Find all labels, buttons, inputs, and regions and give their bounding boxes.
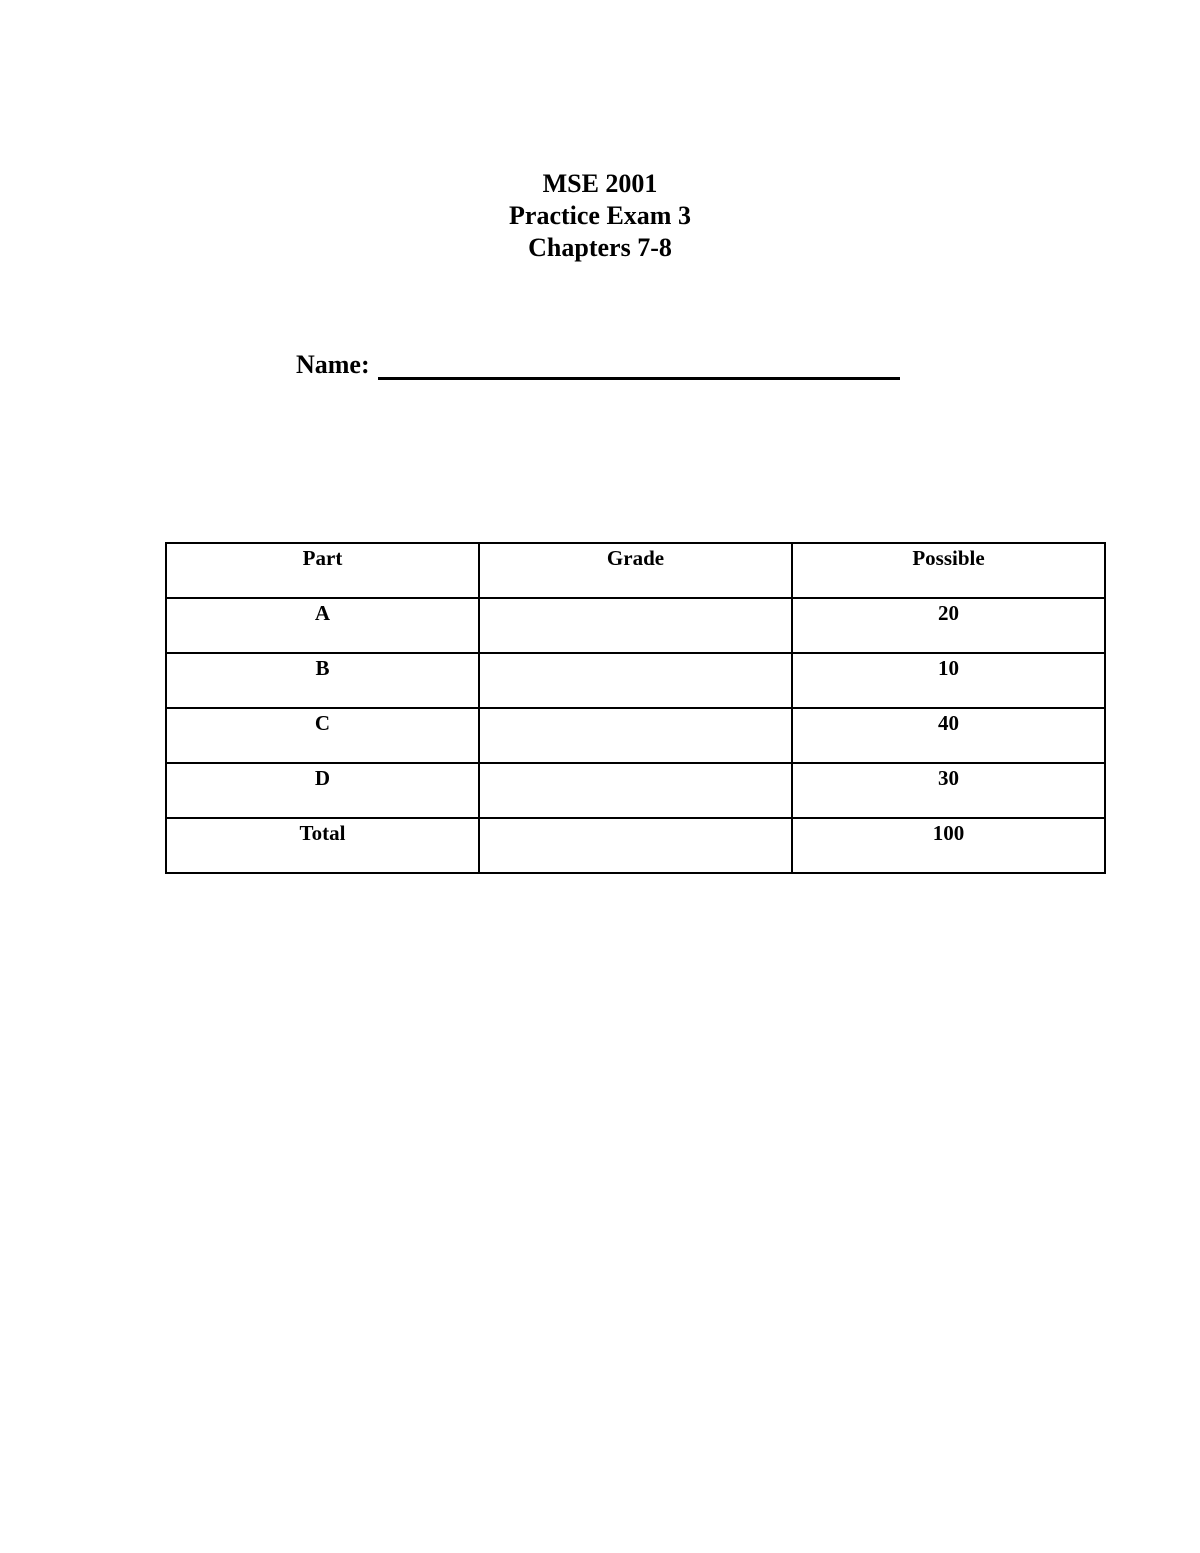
- grade-cell[interactable]: [479, 653, 792, 708]
- column-header-part: Part: [166, 543, 479, 598]
- grade-cell[interactable]: [479, 818, 792, 873]
- possible-cell: 40: [792, 708, 1105, 763]
- name-blank-line[interactable]: [378, 349, 900, 380]
- possible-cell: 100: [792, 818, 1105, 873]
- part-cell: B: [166, 653, 479, 708]
- part-cell: Total: [166, 818, 479, 873]
- table-header-row: [166, 543, 1105, 598]
- table-row: [166, 598, 1105, 653]
- name-field-row: [296, 348, 900, 382]
- possible-cell: 30: [792, 763, 1105, 818]
- part-cell: D: [166, 763, 479, 818]
- column-header-grade: Grade: [479, 543, 792, 598]
- name-label: Name:: [296, 350, 370, 379]
- chapters-title: Chapters 7-8: [528, 233, 672, 262]
- part-cell: A: [166, 598, 479, 653]
- table-row-total: [166, 818, 1105, 873]
- possible-cell: 20: [792, 598, 1105, 653]
- grade-cell[interactable]: [479, 598, 792, 653]
- grade-cell[interactable]: [479, 763, 792, 818]
- grade-table: [165, 542, 1106, 874]
- column-header-possible: Possible: [792, 543, 1105, 598]
- table-row: [166, 708, 1105, 763]
- course-title: MSE 2001: [542, 169, 658, 198]
- exam-title: Practice Exam 3: [509, 201, 691, 230]
- table-row: [166, 653, 1105, 708]
- part-cell: C: [166, 708, 479, 763]
- document-title-block: [0, 168, 1200, 264]
- grade-cell[interactable]: [479, 708, 792, 763]
- table-row: [166, 763, 1105, 818]
- possible-cell: 10: [792, 653, 1105, 708]
